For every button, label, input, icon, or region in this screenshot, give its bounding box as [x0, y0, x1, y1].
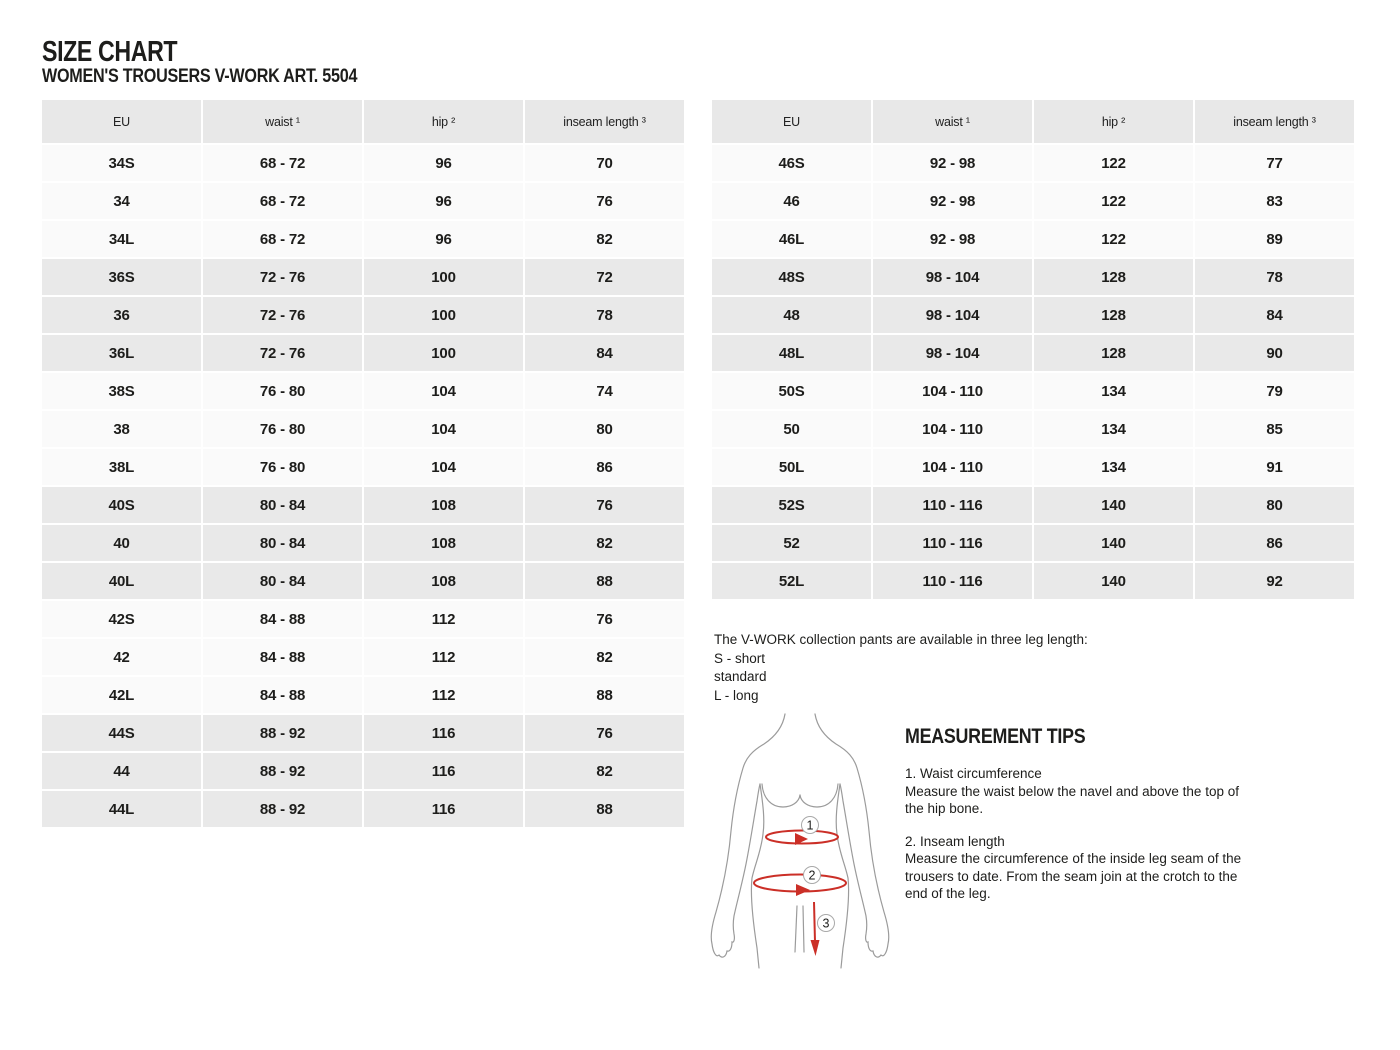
table-row — [42, 563, 684, 599]
leg-length-option-standard: standard — [714, 669, 767, 684]
table-cell: 84 - 88 — [203, 601, 364, 637]
marker-label-3: 3 — [822, 916, 830, 931]
table-cell: 104 — [364, 411, 525, 447]
table-row — [712, 563, 1354, 599]
size-table-large-sizes — [712, 100, 1354, 601]
table-cell: 110 - 116 — [873, 525, 1034, 561]
column-header: inseam length ³ — [563, 114, 646, 129]
table-cell: 104 — [364, 373, 525, 409]
table-cell: 36L — [42, 335, 203, 371]
table-cell: 40S — [42, 487, 203, 523]
table-cell: 46S — [712, 145, 873, 181]
table-row — [42, 487, 684, 523]
table-cell: 44 — [42, 753, 203, 789]
table-header-row — [42, 100, 684, 143]
table-row — [712, 525, 1354, 561]
table-row — [712, 259, 1354, 295]
column-header: waist ¹ — [873, 100, 1034, 143]
table-cell: 88 — [596, 800, 613, 818]
table-cell: 52S — [712, 487, 873, 523]
table-cell: 68 - 72 — [203, 221, 364, 257]
size-table-small-sizes — [42, 100, 684, 829]
table-cell: 38 — [42, 411, 203, 447]
torso-side-left — [751, 784, 763, 968]
table-row — [712, 449, 1354, 485]
table-cell: 84 - 88 — [203, 639, 364, 675]
tip-body: Measure the waist below the navel and above the top of the hip bone. — [905, 783, 1239, 816]
table-cell: 34S — [42, 145, 203, 181]
table-cell: 38L — [42, 449, 203, 485]
tip-body: Measure the circumference of the inside leg seam of the trousers to date. From the seam join at the crotch to the end of the leg. — [905, 851, 1242, 901]
table-cell: 140 — [1034, 487, 1195, 523]
inner-leg-line-right — [803, 906, 804, 952]
table-cell: 122 — [1034, 221, 1195, 257]
chest-curve-left — [762, 784, 800, 807]
table-cell: 52 — [712, 525, 873, 561]
table-cell: 91 — [1266, 458, 1283, 476]
table-cell: 92 - 98 — [873, 221, 1034, 257]
column-header: waist ¹ — [203, 100, 364, 143]
table-row — [712, 335, 1354, 371]
table-cell: 50S — [712, 373, 873, 409]
table-cell: 134 — [1034, 449, 1195, 485]
table-cell: 98 - 104 — [873, 335, 1034, 371]
table-cell: 72 - 76 — [203, 297, 364, 333]
table-cell: 82 — [596, 230, 613, 248]
table-cell: 77 — [1266, 154, 1283, 172]
table-cell: 42S — [42, 601, 203, 637]
marker-label-2: 2 — [808, 868, 816, 883]
table-row — [42, 373, 684, 409]
table-row — [42, 259, 684, 295]
table-cell: 88 — [596, 686, 613, 704]
table-cell: 34 — [42, 183, 203, 219]
table-cell: 100 — [364, 335, 525, 371]
table-cell: 72 - 76 — [203, 259, 364, 295]
measurement-tips-title: MEASUREMENT TIPS — [905, 725, 1086, 748]
column-header: hip ² — [1034, 100, 1195, 143]
table-cell: 96 — [364, 145, 525, 181]
chest-curve-right — [800, 784, 838, 807]
table-row — [42, 221, 684, 257]
table-row — [42, 335, 684, 371]
inseam-measure-line — [814, 902, 815, 942]
table-cell: 104 - 110 — [873, 449, 1034, 485]
table-cell: 90 — [1266, 344, 1283, 362]
table-cell: 72 — [596, 268, 613, 286]
table-cell: 44L — [42, 791, 203, 827]
table-cell: 88 - 92 — [203, 715, 364, 751]
table-cell: 40 — [42, 525, 203, 561]
table-row — [712, 297, 1354, 333]
table-cell: 89 — [1266, 230, 1283, 248]
table-cell: 112 — [364, 677, 525, 713]
table-cell: 134 — [1034, 373, 1195, 409]
torso-outline-left — [711, 714, 785, 957]
table-cell: 112 — [364, 639, 525, 675]
table-row — [712, 487, 1354, 523]
table-header-row — [712, 100, 1354, 143]
table-cell: 80 - 84 — [203, 487, 364, 523]
table-cell: 84 - 88 — [203, 677, 364, 713]
table-cell: 68 - 72 — [203, 183, 364, 219]
female-torso-illustration — [700, 706, 900, 970]
measurement-tips-section — [905, 725, 1253, 918]
table-cell: 116 — [364, 791, 525, 827]
table-row — [42, 715, 684, 751]
table-cell: 83 — [1266, 192, 1283, 210]
table-cell: 96 — [364, 183, 525, 219]
column-header: EU — [42, 100, 203, 143]
table-cell: 100 — [364, 297, 525, 333]
inseam-measure-arrowhead — [811, 940, 820, 956]
page-title: SIZE CHART — [42, 36, 178, 68]
table-cell: 85 — [1266, 420, 1283, 438]
table-cell: 36S — [42, 259, 203, 295]
table-cell: 104 — [364, 449, 525, 485]
table-row — [712, 183, 1354, 219]
table-cell: 80 - 84 — [203, 525, 364, 561]
table-row — [42, 677, 684, 713]
table-cell: 116 — [364, 753, 525, 789]
table-cell: 92 - 98 — [873, 145, 1034, 181]
table-cell: 50 — [712, 411, 873, 447]
table-cell: 80 - 84 — [203, 563, 364, 599]
table-cell: 122 — [1034, 145, 1195, 181]
table-cell: 76 — [596, 610, 613, 628]
torso-side-right — [836, 784, 848, 968]
table-cell: 44S — [42, 715, 203, 751]
table-cell: 98 - 104 — [873, 259, 1034, 295]
table-cell: 110 - 116 — [873, 563, 1034, 599]
hip-measure-arrowhead — [796, 884, 810, 896]
table-row — [42, 183, 684, 219]
table-cell: 140 — [1034, 563, 1195, 599]
table-cell: 128 — [1034, 335, 1195, 371]
table-cell: 104 - 110 — [873, 373, 1034, 409]
table-cell: 100 — [364, 259, 525, 295]
table-cell: 48 — [712, 297, 873, 333]
table-cell: 82 — [596, 762, 613, 780]
table-row — [712, 373, 1354, 409]
table-cell: 84 — [596, 344, 613, 362]
marker-label-1: 1 — [806, 818, 814, 833]
table-cell: 76 - 80 — [203, 373, 364, 409]
table-cell: 92 - 98 — [873, 183, 1034, 219]
table-cell: 74 — [596, 382, 613, 400]
table-cell: 104 - 110 — [873, 411, 1034, 447]
table-cell: 82 — [596, 534, 613, 552]
table-cell: 116 — [364, 715, 525, 751]
table-cell: 108 — [364, 525, 525, 561]
table-cell: 52L — [712, 563, 873, 599]
table-cell: 68 - 72 — [203, 145, 364, 181]
table-cell: 48L — [712, 335, 873, 371]
table-row — [42, 145, 684, 181]
inner-leg-line-left — [795, 906, 797, 952]
table-row — [42, 753, 684, 789]
tip-heading: 2. Inseam length — [905, 833, 1005, 849]
table-cell: 86 — [596, 458, 613, 476]
page-subtitle: WOMEN'S TROUSERS V-WORK ART. 5504 — [42, 66, 358, 87]
table-row — [42, 449, 684, 485]
table-cell: 82 — [596, 648, 613, 666]
table-cell: 46L — [712, 221, 873, 257]
column-header: EU — [712, 100, 873, 143]
leg-length-option-long: L - long — [714, 687, 759, 703]
table-row — [42, 297, 684, 333]
table-row — [42, 791, 684, 827]
table-cell: 88 — [596, 572, 613, 590]
table-cell: 108 — [364, 563, 525, 599]
table-cell: 88 - 92 — [203, 791, 364, 827]
table-cell: 128 — [1034, 297, 1195, 333]
table-cell: 140 — [1034, 525, 1195, 561]
table-cell: 78 — [596, 306, 613, 324]
tip-waist-circumference — [905, 765, 1253, 818]
table-cell: 96 — [364, 221, 525, 257]
table-cell: 36 — [42, 297, 203, 333]
table-row — [712, 145, 1354, 181]
table-row — [42, 411, 684, 447]
tip-inseam-length — [905, 833, 1253, 903]
column-header: inseam length ³ — [1233, 114, 1316, 129]
table-cell: 79 — [1266, 382, 1283, 400]
table-cell: 48S — [712, 259, 873, 295]
table-cell: 110 - 116 — [873, 487, 1034, 523]
table-cell: 80 — [596, 420, 613, 438]
column-header: hip ² — [364, 100, 525, 143]
table-cell: 40L — [42, 563, 203, 599]
table-cell: 50L — [712, 449, 873, 485]
table-cell: 42L — [42, 677, 203, 713]
table-cell: 98 - 104 — [873, 297, 1034, 333]
table-row — [712, 221, 1354, 257]
table-cell: 72 - 76 — [203, 335, 364, 371]
table-row — [42, 639, 684, 675]
tip-heading: 1. Waist circumference — [905, 766, 1042, 781]
table-cell: 76 — [596, 724, 613, 742]
table-cell: 84 — [1266, 306, 1283, 324]
table-cell: 134 — [1034, 411, 1195, 447]
table-row — [712, 411, 1354, 447]
table-cell: 38S — [42, 373, 203, 409]
table-cell: 76 - 80 — [203, 449, 364, 485]
table-cell: 76 — [596, 496, 613, 514]
table-cell: 76 - 80 — [203, 411, 364, 447]
table-cell: 88 - 92 — [203, 753, 364, 789]
table-cell: 108 — [364, 487, 525, 523]
table-cell: 80 — [1266, 496, 1283, 514]
table-cell: 46 — [712, 183, 873, 219]
table-cell: 70 — [596, 154, 613, 172]
table-cell: 122 — [1034, 183, 1195, 219]
table-cell: 86 — [1266, 534, 1283, 552]
table-cell: 42 — [42, 639, 203, 675]
measurement-figure — [700, 706, 900, 970]
leg-length-note — [714, 631, 1088, 705]
table-row — [42, 601, 684, 637]
table-row — [42, 525, 684, 561]
leg-length-note-intro: The V-WORK collection pants are available in three leg length: — [714, 632, 1088, 647]
table-cell: 128 — [1034, 259, 1195, 295]
leg-length-option-short: S - short — [714, 650, 766, 666]
table-cell: 78 — [1266, 268, 1283, 286]
table-cell: 34L — [42, 221, 203, 257]
table-cell: 112 — [364, 601, 525, 637]
table-cell: 76 — [596, 192, 613, 210]
table-cell: 92 — [1266, 572, 1283, 590]
